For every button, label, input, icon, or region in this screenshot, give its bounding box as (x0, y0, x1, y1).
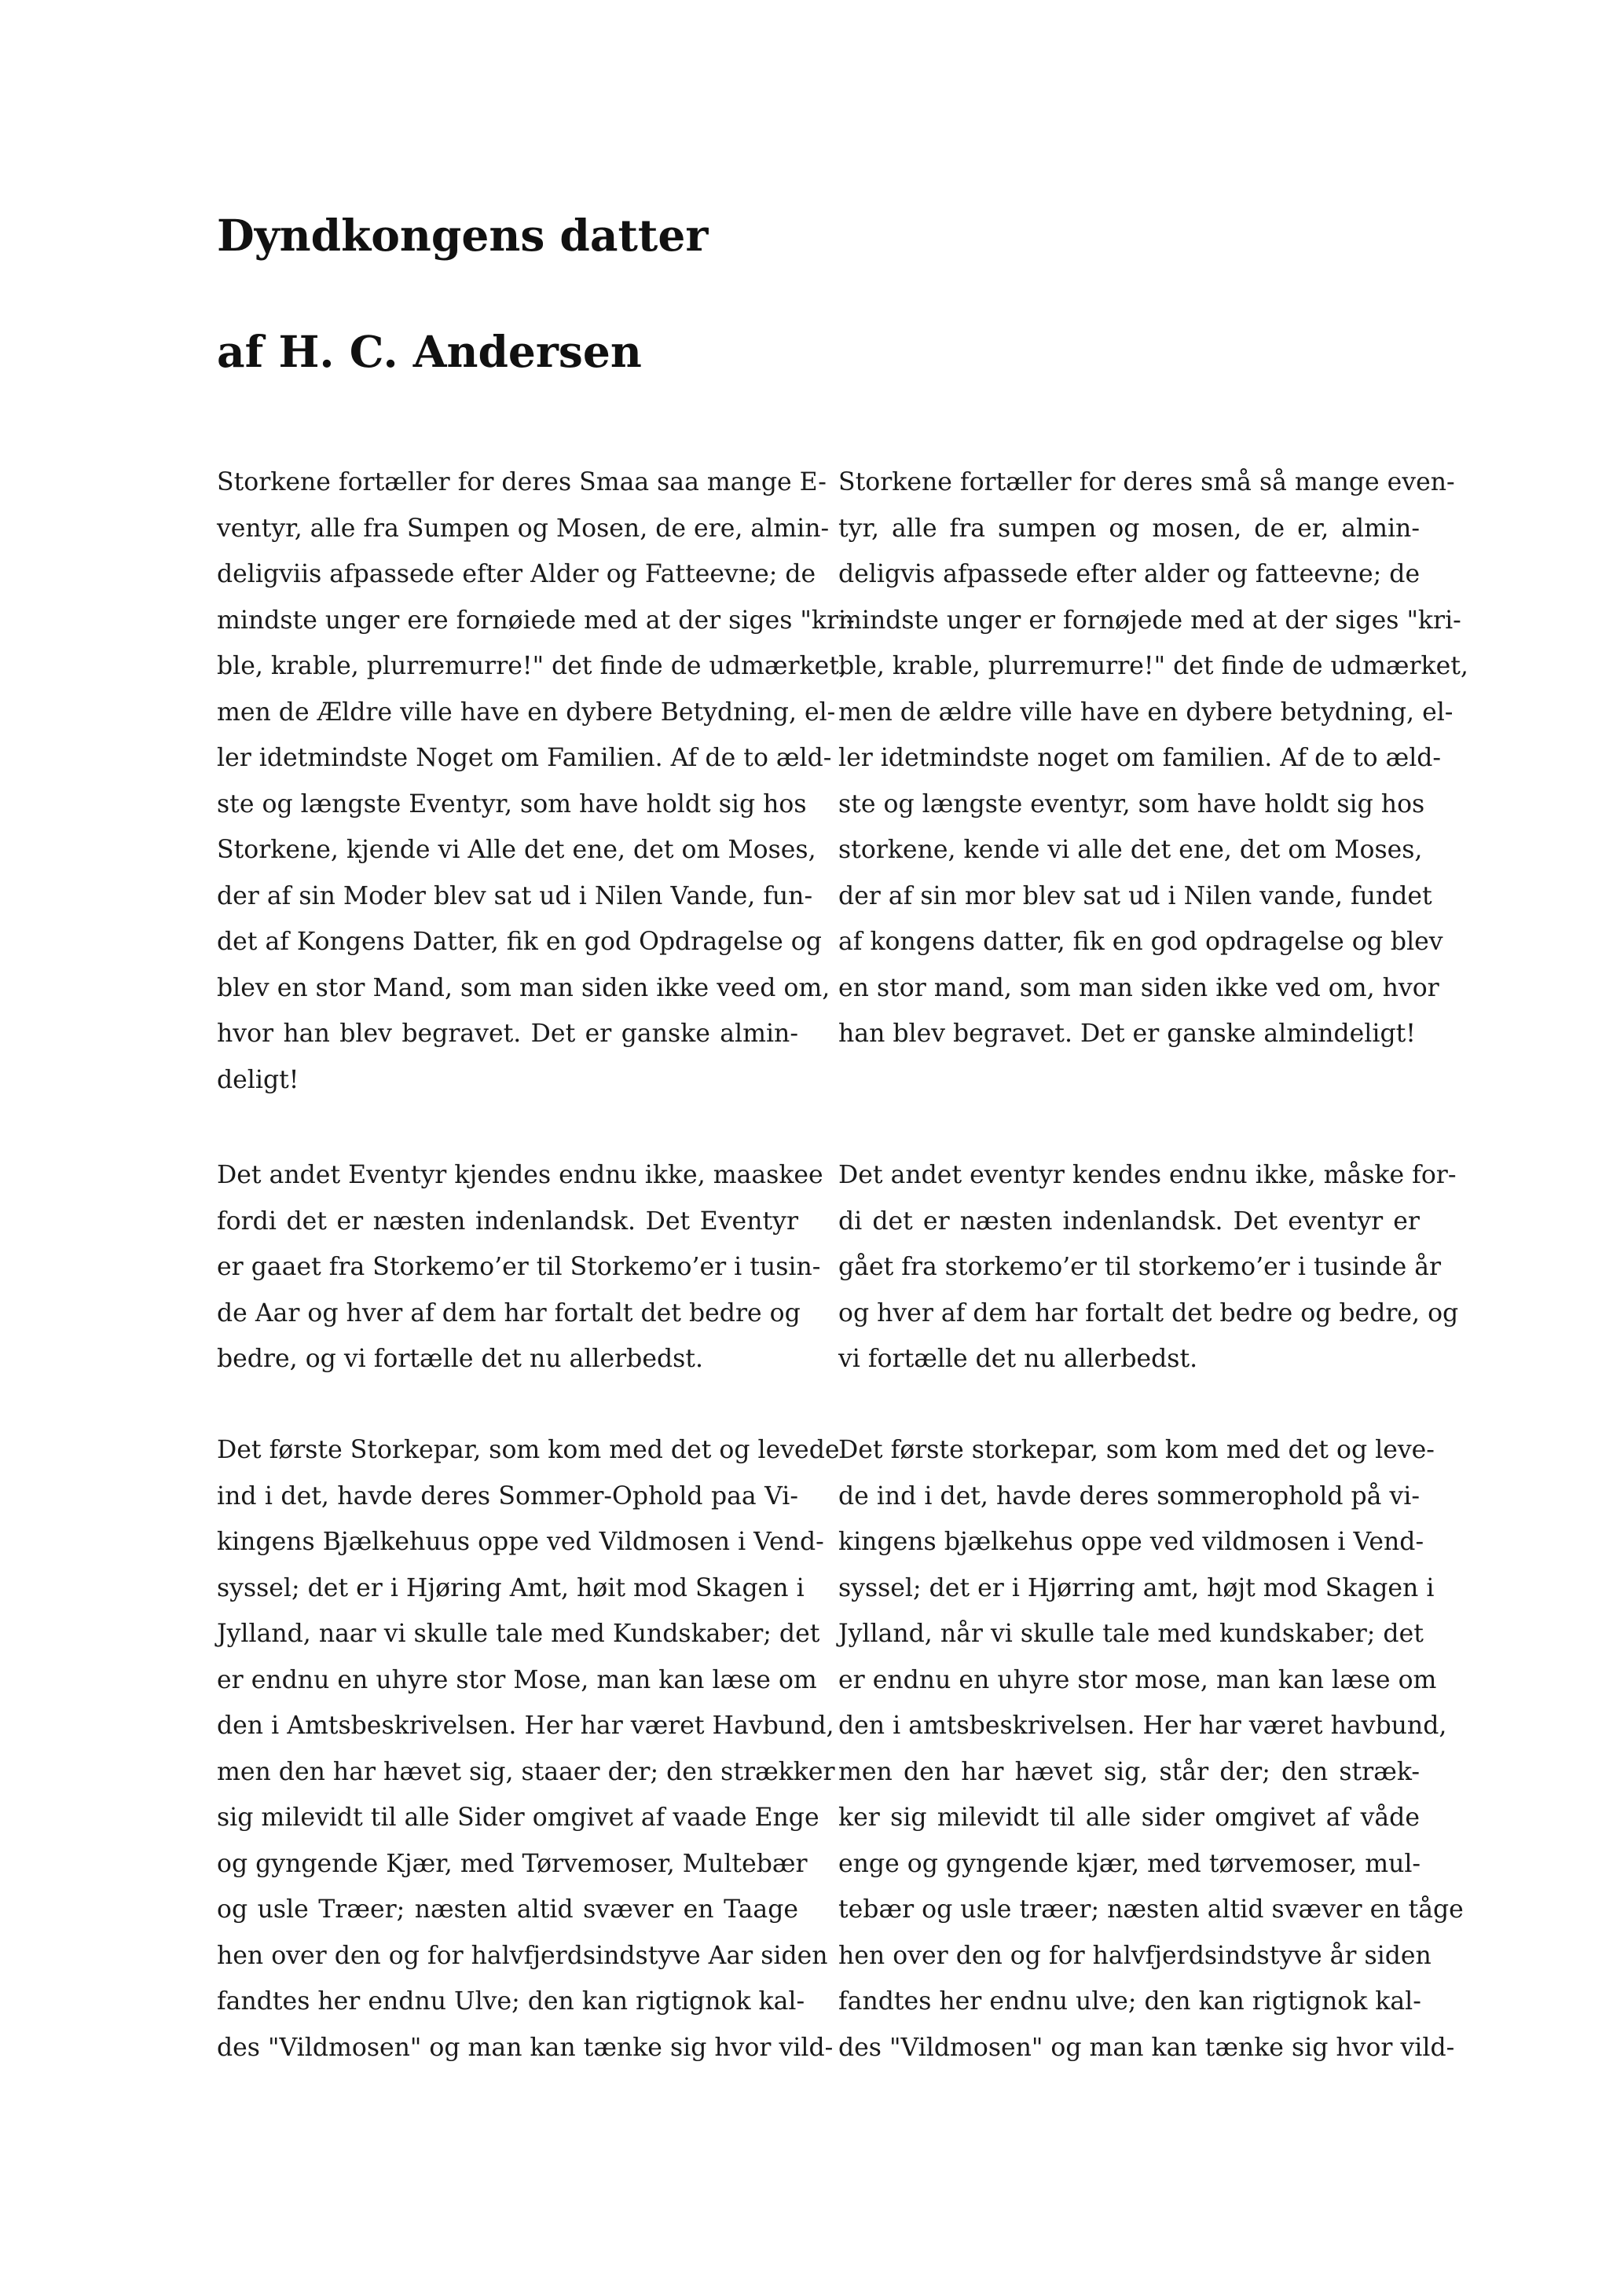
text-line: er endnu en uhyre stor Mose, man kan læse om (217, 1665, 817, 1694)
text-line: bedre, og vi fortælle det nu allerbedst. (217, 1345, 703, 1373)
text-line: fordi det er næsten indenlandsk. Det Eventyr (217, 1207, 798, 1236)
text-line: Jylland, når vi skulle tale med kundskaber; det (838, 1620, 1424, 1648)
text-line: den i amtsbeskrivelsen. Her har været havbund, (838, 1712, 1447, 1740)
paragraph-original-3 (217, 1427, 840, 2071)
text-line: Det første Storkepar, som kom med det og levede (217, 1436, 840, 1464)
text-line: ble, krable, plurremurre!" det finde de udmærket, (217, 652, 847, 680)
text-line: er endnu en uhyre stor mose, man kan læse om (838, 1665, 1437, 1694)
text-line: kingens Bjælkehuus oppe ved Vildmosen i Vend- (217, 1528, 824, 1556)
page-title: Dyndkongens datter (217, 210, 709, 261)
paragraph-modern-3 (838, 1427, 1464, 2071)
text-line: deligt! (217, 1065, 299, 1094)
text-line: ble, krable, plurremurre!" det finde de udmærket, (838, 652, 1468, 680)
text-line: og usle Træer; næsten altid svæver en Taage (217, 1895, 798, 1924)
text-line: syssel; det er i Hjørring amt, højt mod Skagen i (838, 1573, 1435, 1602)
text-line: fandtes her endnu Ulve; den kan rigtignok kal- (217, 1987, 805, 2016)
text-line: di det er næsten indenlandsk. Det eventyr er (838, 1207, 1420, 1236)
text-line: hen over den og for halvfjerdsindstyve år siden (838, 1941, 1432, 1970)
text-line: han blev begravet. Det er ganske almindeligt! (838, 1020, 1416, 1048)
text-line: den i Amtsbeskrivelsen. Her har været Havbund, (217, 1712, 834, 1740)
text-line: ste og længste Eventyr, som have holdt sig hos (217, 789, 807, 818)
text-line: Storkene, kjende vi Alle det ene, det om Moses, (217, 836, 816, 864)
text-line: Storkene fortæller for deres små så mange even- (838, 468, 1455, 496)
text-line: ker sig milevidt til alle sider omgivet af våde (838, 1803, 1420, 1832)
text-line: en stor mand, som man siden ikke ved om, hvor (838, 973, 1439, 1002)
text-line: ler idetmindste Noget om Familien. Af de to æld- (217, 744, 832, 772)
text-line: der af sin mor blev sat ud i Nilen vande, fundet (838, 881, 1432, 910)
text-line: tyr, alle fra sumpen og mosen, de er, almin- (838, 514, 1420, 543)
text-line: de Aar og hver af dem har fortalt det bedre og (217, 1298, 801, 1327)
text-line: sig milevidt til alle Sider omgivet af vaade Enge (217, 1803, 819, 1832)
text-line: gået fra storkemo’er til storkemo’er i tusinde år (838, 1253, 1442, 1281)
text-line: mindste unger ere fornøiede med at der siges "kri- (217, 606, 855, 635)
paragraph-original-1 (217, 460, 855, 1103)
text-line: mindste unger er fornøjede med at der siges "kri- (838, 606, 1461, 635)
text-line: fandtes her endnu ulve; den kan rigtignok kal- (838, 1987, 1421, 2016)
text-line: men de Ældre ville have en dybere Betydning, el- (217, 698, 836, 727)
paragraph-modern-2 (838, 1152, 1459, 1382)
text-line: kingens bjælkehus oppe ved vildmosen i Vend- (838, 1528, 1424, 1556)
text-line: der af sin Moder blev sat ud i Nilen Vande, fun- (217, 881, 813, 910)
paragraph-modern-1 (838, 460, 1468, 1057)
text-line: men den har hævet sig, staaer der; den strækker (217, 1757, 835, 1786)
text-line: ste og længste eventyr, som have holdt sig hos (838, 789, 1425, 818)
text-line: enge og gyngende kjær, med tørvemoser, mul- (838, 1849, 1421, 1878)
text-line: deligvis afpassede efter alder og fatteevne; de (838, 560, 1421, 588)
text-line: ventyr, alle fra Sumpen og Mosen, de ere, almin- (217, 514, 830, 543)
text-line: Jylland, naar vi skulle tale med Kundskaber; det (217, 1620, 820, 1648)
text-line: des "Vildmosen" og man kan tænke sig hvor vild- (838, 2033, 1455, 2062)
text-line: deligviis afpassede efter Alder og Fatteevne; de (217, 560, 816, 588)
text-line: syssel; det er i Hjøring Amt, høit mod Skagen i (217, 1573, 805, 1602)
text-line: og gyngende Kjær, med Tørvemoser, Multebær (217, 1849, 808, 1878)
text-line: ind i det, havde deres Sommer-Ophold paa Vi- (217, 1481, 798, 1511)
text-line: hen over den og for halvfjerdsindstyve Aar siden (217, 1941, 828, 1970)
paragraph-original-2 (217, 1152, 823, 1382)
text-line: er gaaet fra Storkemo’er til Storkemo’er i tusin- (217, 1253, 821, 1281)
text-line: storkene, kende vi alle det ene, det om Moses, (838, 836, 1423, 864)
text-line: tebær og usle træer; næsten altid svæver en tåge (838, 1895, 1464, 1924)
text-line: og hver af dem har fortalt det bedre og bedre, og (838, 1298, 1459, 1327)
text-line: det af Kongens Datter, fik en god Opdragelse og (217, 928, 822, 956)
text-line: des "Vildmosen" og man kan tænke sig hvor vild- (217, 2033, 834, 2062)
text-line: ler idetmindste noget om familien. Af de to æld- (838, 744, 1442, 772)
text-line: Det andet eventyr kendes endnu ikke, måske for- (838, 1161, 1457, 1189)
text-line: Det første storkepar, som kom med det og leve- (838, 1436, 1435, 1464)
text-line: Det andet Eventyr kjendes endnu ikke, maaskee (217, 1161, 823, 1189)
text-line: af kongens datter, fik en god opdragelse og blev (838, 928, 1443, 956)
text-line: blev en stor Mand, som man siden ikke veed om, (217, 973, 830, 1002)
text-line: men de ældre ville have en dybere betydning, el- (838, 698, 1454, 727)
text-line: vi fortælle det nu allerbedst. (838, 1345, 1198, 1373)
text-line: Storkene fortæller for deres Smaa saa mange E- (217, 468, 827, 496)
text-line: de ind i det, havde deres sommerophold på vi- (838, 1481, 1420, 1511)
text-line: men den har hævet sig, står der; den stræk- (838, 1757, 1420, 1786)
author-heading: af H. C. Andersen (217, 326, 642, 377)
text-line: hvor han blev begravet. Det er ganske almin- (217, 1020, 798, 1048)
